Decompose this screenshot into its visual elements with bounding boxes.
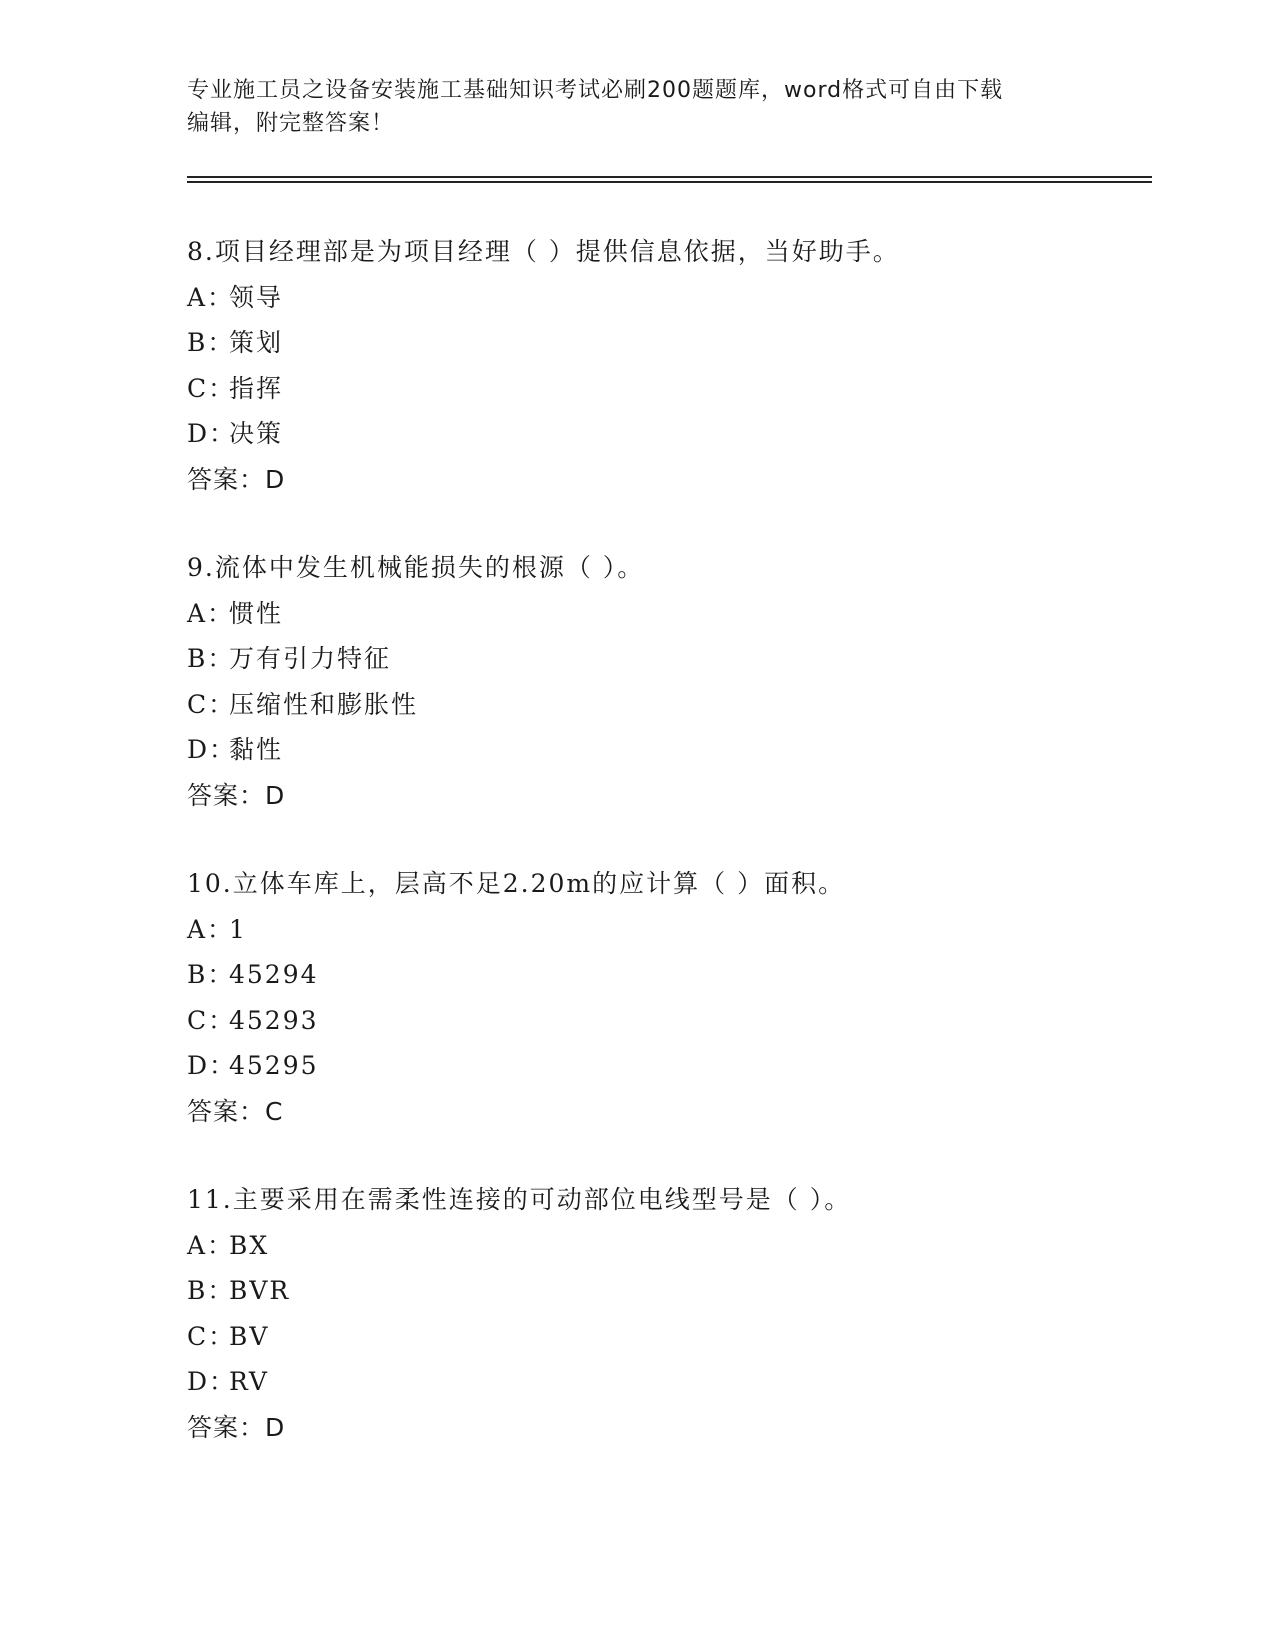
option-b [187,1275,1187,1307]
header-line-2: 编辑，附完整答案！ [187,111,395,136]
option-d [187,1366,1187,1398]
option-key: B： [187,960,235,989]
option-d [187,734,1187,766]
option-c [187,1321,1187,1353]
option-key: D： [187,1051,237,1080]
answer-text: 答案：D [187,780,286,810]
option-b [187,327,1187,359]
option-key: B： [187,1276,235,1305]
option-key: A： [187,914,235,944]
question-9 [187,552,1187,812]
option-key: A： [187,598,235,628]
question-8 [187,236,1187,496]
option-text: 1 [229,914,247,944]
option-text: 惯性 [229,598,284,628]
document-header [187,74,1087,140]
option-key: A： [187,1230,235,1260]
option-text: 压缩性和膨胀性 [229,689,419,719]
option-text: 策划 [229,328,284,357]
option-key: A： [187,282,235,312]
option-text: 万有引力特征 [229,644,392,673]
option-a [187,1230,1187,1262]
option-b [187,643,1187,675]
option-a [187,598,1187,630]
option-text: 45294 [229,960,319,989]
option-key: D： [187,419,237,448]
option-key: C： [187,1005,236,1035]
option-a [187,282,1187,314]
question-11 [187,1184,1187,1444]
option-text: BVR [229,1276,291,1305]
option-text: 指挥 [229,373,284,403]
option-c [187,689,1187,721]
option-text: 45293 [229,1005,319,1035]
option-d [187,418,1187,450]
question-title: 8.项目经理部是为项目经理（ ）提供信息依据，当好助手。 [187,237,900,266]
question-title: 11.主要采用在需柔性连接的可动部位电线型号是（ ）。 [187,1185,852,1214]
question-10 [187,868,1187,1128]
header-divider-bottom [187,181,1152,183]
option-text: BX [229,1230,270,1260]
option-text: 决策 [229,419,284,448]
option-key: B： [187,644,235,673]
option-key: C： [187,1321,236,1351]
option-key: B： [187,328,235,357]
option-key: C： [187,373,236,403]
option-text: 45295 [229,1051,319,1080]
option-text: RV [229,1367,269,1396]
answer-text: 答案：C [187,1096,284,1126]
header-line-1: 专业施工员之设备安装施工基础知识考试必刷200题题库，word格式可自由下载 [187,78,1004,103]
option-text: BV [229,1321,270,1351]
answer-text: 答案：D [187,1412,286,1442]
option-key: C： [187,689,236,719]
option-c [187,1005,1187,1037]
question-title: 9.流体中发生机械能损失的根源（ ）。 [187,553,645,582]
option-a [187,914,1187,946]
answer-text: 答案：D [187,464,286,494]
option-b [187,959,1187,991]
option-key: D： [187,1367,237,1396]
option-key: D： [187,735,237,764]
question-title: 10.立体车库上，层高不足2.20m的应计算（ ）面积。 [187,869,846,898]
option-d [187,1050,1187,1082]
header-divider-top [187,176,1152,178]
option-c [187,373,1187,405]
option-text: 领导 [229,282,284,312]
option-text: 黏性 [229,735,284,764]
